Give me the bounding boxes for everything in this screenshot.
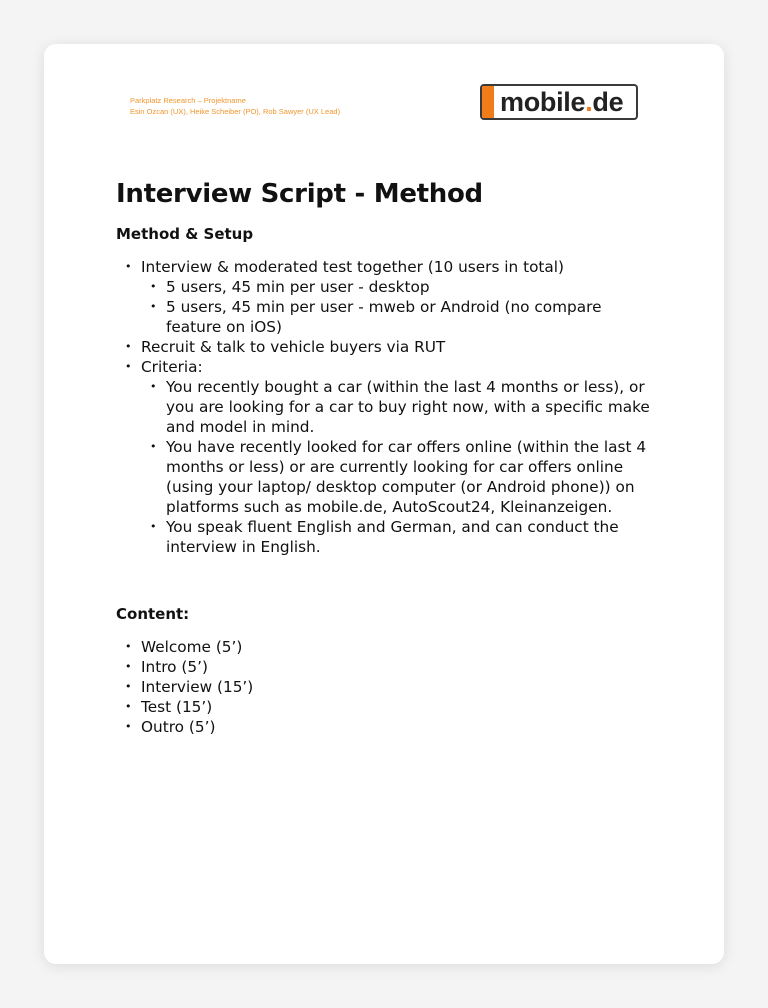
logo-wordmark: mobile.de bbox=[500, 87, 624, 117]
content-list bbox=[116, 637, 656, 737]
header-project-line: Parkplatz Research – Projektname bbox=[130, 96, 246, 105]
list-item: • Welcome (5’) bbox=[116, 637, 656, 657]
document-page bbox=[44, 44, 724, 964]
list-item: • Test (15’) bbox=[116, 697, 656, 717]
list-item: • You recently bought a car (within the last 4 months or less), or you are looking for a car to buy right now, with a specific make and model in mind. bbox=[141, 377, 656, 437]
list-item: • Outro (5’) bbox=[116, 717, 656, 737]
list-item: • Interview & moderated test together (10 users in total) • 5 users, 45 min per user - desktop • 5 users, 45 min per user - mweb or Android (no compare feature on iOS) bbox=[116, 257, 656, 337]
sub-list bbox=[141, 377, 656, 557]
method-heading: Method & Setup bbox=[116, 225, 254, 243]
list-item: • Interview (15’) bbox=[116, 677, 656, 697]
sub-list bbox=[141, 277, 656, 337]
list-item: • 5 users, 45 min per user - mweb or Android (no compare feature on iOS) bbox=[141, 297, 656, 337]
list-item: • Recruit & talk to vehicle buyers via RUT bbox=[116, 337, 656, 357]
method-list bbox=[116, 257, 656, 557]
mobile-de-logo bbox=[480, 84, 638, 120]
header-authors-line: Esin Ozcan (UX), Heike Scheiber (PO), Rob Sawyer (UX Lead) bbox=[130, 107, 341, 116]
document-header bbox=[130, 95, 340, 117]
list-item: • 5 users, 45 min per user - desktop bbox=[141, 277, 656, 297]
list-item: • You have recently looked for car offers online (within the last 4 months or less) or are currently looking for car offers online (using your laptop/ desktop computer (or Android phone)) on platforms such as mobile.de, AutoScout24, Kleinanzeigen. bbox=[141, 437, 656, 517]
content-heading: Content: bbox=[116, 605, 190, 623]
list-item: • Intro (5’) bbox=[116, 657, 656, 677]
page-title: Interview Script - Method bbox=[116, 179, 483, 209]
list-item: • Criteria: • You recently bought a car (within the last 4 months or less), or you are looking for a car to buy right now, with a specific make and model in mind. • You have recently looked for car offers online (within the last 4 months or less) or are currently looking for car offers online (using your laptop/ desktop computer (or Android phone)) on platforms such as mobile.de, AutoScout24, Kleinanzeigen. • You speak fluent English and German, and can conduct the interview in English. bbox=[116, 357, 656, 557]
logo-accent-bar bbox=[482, 86, 494, 118]
list-item: • You speak fluent English and German, and can conduct the interview in English. bbox=[141, 517, 656, 557]
